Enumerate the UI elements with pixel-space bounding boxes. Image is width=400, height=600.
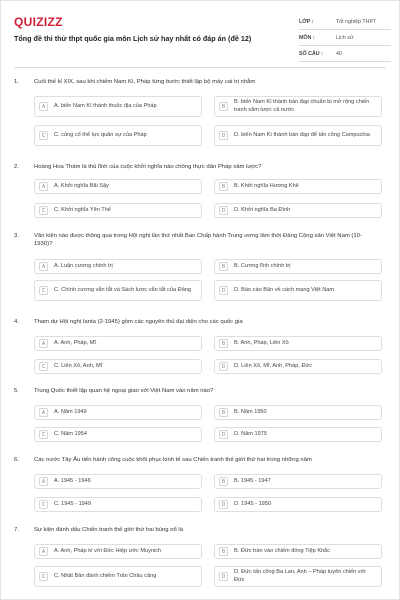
- option-text: B. Khởi nghĩa Hương Khê: [234, 182, 299, 189]
- option-letter: D: [219, 286, 228, 295]
- meta-key: LỚP :: [299, 18, 314, 25]
- option-text: B. biến Nam Kì thành bàn đạp chuẩn bị mở rộng chiến tranh xâm lược cả nước: [234, 99, 370, 113]
- option-letter: D: [219, 131, 228, 140]
- option-text: A. Năm 1949: [54, 408, 87, 415]
- question-number: 6.: [14, 457, 19, 463]
- option-c[interactable]: [34, 359, 202, 374]
- option-c[interactable]: [34, 427, 202, 442]
- meta-key: MÔN :: [299, 34, 315, 41]
- option-text: C. Nhật Bản đánh chiếm Trân Châu cảng: [54, 572, 157, 579]
- option-letter: C: [39, 430, 48, 439]
- option-text: C. Năm 1954: [54, 430, 87, 437]
- option-letter: D: [219, 430, 228, 439]
- option-a[interactable]: [34, 96, 202, 117]
- question-text: Hoàng Hoa Thám là thủ lĩnh của cuộc khởi nghĩa nào chống thực dân Pháp xâm lược?: [34, 164, 262, 170]
- option-letter: C: [39, 206, 48, 215]
- option-letter: A: [39, 339, 48, 348]
- question-text: Cuối thế kỉ XIX, sau khi chiếm Nam Kì, Pháp từng bước thiết lập bộ máy cai trị nhằm: [34, 79, 256, 85]
- option-a[interactable]: [34, 179, 202, 194]
- option-letter: C: [39, 131, 48, 140]
- question-6: [14, 457, 388, 465]
- option-letter: B: [219, 547, 228, 556]
- option-text: C. Khởi nghĩa Yên Thế: [54, 206, 111, 213]
- option-a[interactable]: [34, 336, 202, 351]
- option-letter: A: [39, 182, 48, 191]
- option-text: B. Cương lĩnh chính trị: [234, 262, 291, 269]
- option-c[interactable]: [34, 280, 202, 301]
- option-letter: A: [39, 408, 48, 417]
- option-text: C. Chính cương vắn tắt và Sách lược vắn tắt của Đảng: [54, 286, 192, 293]
- option-d[interactable]: [214, 497, 382, 512]
- option-letter: D: [219, 500, 228, 509]
- option-letter: B: [219, 262, 228, 271]
- option-text: B. Anh, Pháp, Liên Xô: [234, 339, 289, 346]
- option-text: D. Năm 1975: [234, 430, 267, 437]
- option-text: B. 1945 - 1947: [234, 477, 271, 484]
- meta-table: [299, 14, 391, 62]
- option-a[interactable]: [34, 544, 202, 559]
- option-text: A. 1945 - 1946: [54, 477, 91, 484]
- option-d[interactable]: [214, 566, 382, 587]
- meta-value: Lịch sử: [336, 34, 354, 41]
- question-text: Các nước Tây Âu tiến hành công cuộc khôi phục kinh tế sau Chiến tranh thế giới thứ hai trong những năm: [34, 457, 312, 463]
- option-letter: C: [39, 572, 48, 581]
- question-number: 1.: [14, 79, 19, 85]
- option-text: A. Anh, Pháp, Mĩ: [54, 339, 96, 346]
- option-letter: C: [39, 362, 48, 371]
- document-title: Tổng đề thi thử thpt quốc gia môn Lịch sử hay nhất có đáp án (đề 12): [14, 34, 252, 43]
- question-7: [14, 527, 388, 535]
- question-number: 2.: [14, 164, 19, 170]
- meta-row-subject: [299, 30, 391, 46]
- quizizz-logo: QUIZIZZ: [14, 15, 63, 29]
- option-c[interactable]: [34, 566, 202, 587]
- option-letter: B: [219, 339, 228, 348]
- option-text: D. biến Nam Kì thành bàn đạp để tấn công Campuchia: [234, 131, 370, 138]
- option-text: D. Liên Xô, Mĩ, Anh, Pháp, Đức: [234, 362, 313, 369]
- question-1: [14, 79, 388, 87]
- option-a[interactable]: [34, 474, 202, 489]
- option-b[interactable]: [214, 179, 382, 194]
- question-text: Tham dự Hội nghị Ianta (2-1945) gồm các nguyên thủ đại diện cho các quốc gia: [34, 319, 243, 325]
- question-4: [14, 319, 388, 327]
- question-number: 3.: [14, 233, 19, 239]
- option-text: C. củng cố thế lực quân sự của Pháp: [54, 131, 147, 138]
- question-2: [14, 164, 388, 172]
- question-5: [14, 388, 388, 396]
- option-text: D. 1945 - 1950: [234, 500, 272, 507]
- option-text: A. Luận cương chính trị: [54, 262, 113, 269]
- option-b[interactable]: [214, 474, 382, 489]
- option-text: B. Năm 1950: [234, 408, 267, 415]
- option-letter: B: [219, 408, 228, 417]
- option-b[interactable]: [214, 544, 382, 559]
- option-b[interactable]: [214, 336, 382, 351]
- option-text: D. Khởi nghĩa Ba Đình: [234, 206, 291, 213]
- option-d[interactable]: [214, 427, 382, 442]
- option-d[interactable]: [214, 280, 382, 301]
- option-d[interactable]: [214, 359, 382, 374]
- meta-value: 40: [336, 50, 342, 57]
- option-text: C. 1945 - 1949: [54, 500, 92, 507]
- option-c[interactable]: [34, 125, 202, 146]
- option-b[interactable]: [214, 259, 382, 274]
- meta-value: Tốt nghiệp THPT: [336, 18, 377, 25]
- meta-key: SỐ CÂU :: [299, 50, 323, 57]
- option-a[interactable]: [34, 259, 202, 274]
- option-text: D. Đức tấn công Ba Lan, Anh – Pháp tuyên chiến với Đức: [234, 569, 366, 583]
- option-letter: A: [39, 477, 48, 486]
- option-d[interactable]: [214, 203, 382, 218]
- option-text: A. Khởi nghĩa Bãi Sậy: [54, 182, 109, 189]
- option-text: A. Anh, Pháp kí với Đức Hiệp ước Muynich: [54, 547, 162, 554]
- question-text: Trung Quốc thiết lập quan hệ ngoại giao với Việt Nam vào năm nào?: [34, 388, 214, 394]
- header-divider: [14, 67, 386, 68]
- option-text: C. Liên Xô, Anh, Mĩ: [54, 362, 103, 369]
- option-letter: C: [39, 500, 48, 509]
- option-letter: A: [39, 547, 48, 556]
- question-number: 4.: [14, 319, 19, 325]
- question-text: Văn kiện nào được thông qua trong Hội nghị lần thứ nhất Ban Chấp hành Trung ương lâm thời Đảng Cộng sản Việt Nam (10-1930)?: [34, 233, 362, 247]
- question-3: [14, 233, 388, 249]
- option-letter: C: [39, 286, 48, 295]
- question-number: 5.: [14, 388, 19, 394]
- option-letter: D: [219, 572, 228, 581]
- option-text: D. Báo cáo Bản về cách mạng Việt Nam: [234, 286, 335, 293]
- option-b[interactable]: [214, 405, 382, 420]
- option-c[interactable]: [34, 497, 202, 512]
- option-letter: B: [219, 182, 228, 191]
- question-number: 7.: [14, 527, 19, 533]
- option-letter: D: [219, 362, 228, 371]
- option-a[interactable]: [34, 405, 202, 420]
- meta-row-class: [299, 14, 391, 30]
- option-letter: B: [219, 102, 228, 111]
- option-letter: A: [39, 102, 48, 111]
- meta-row-count: [299, 46, 391, 62]
- option-text: B. Đức tràn vào chiếm đóng Tiệp Khắc: [234, 547, 331, 554]
- option-letter: B: [219, 477, 228, 486]
- option-text: A. biến Nam Kì thành thuộc địa của Pháp: [54, 102, 157, 109]
- option-b[interactable]: [214, 96, 382, 117]
- option-c[interactable]: [34, 203, 202, 218]
- question-text: Sự kiện đánh dấu Chiến tranh thế giới thứ hai bùng nổ là: [34, 527, 183, 533]
- option-d[interactable]: [214, 125, 382, 146]
- option-letter: D: [219, 206, 228, 215]
- option-letter: A: [39, 262, 48, 271]
